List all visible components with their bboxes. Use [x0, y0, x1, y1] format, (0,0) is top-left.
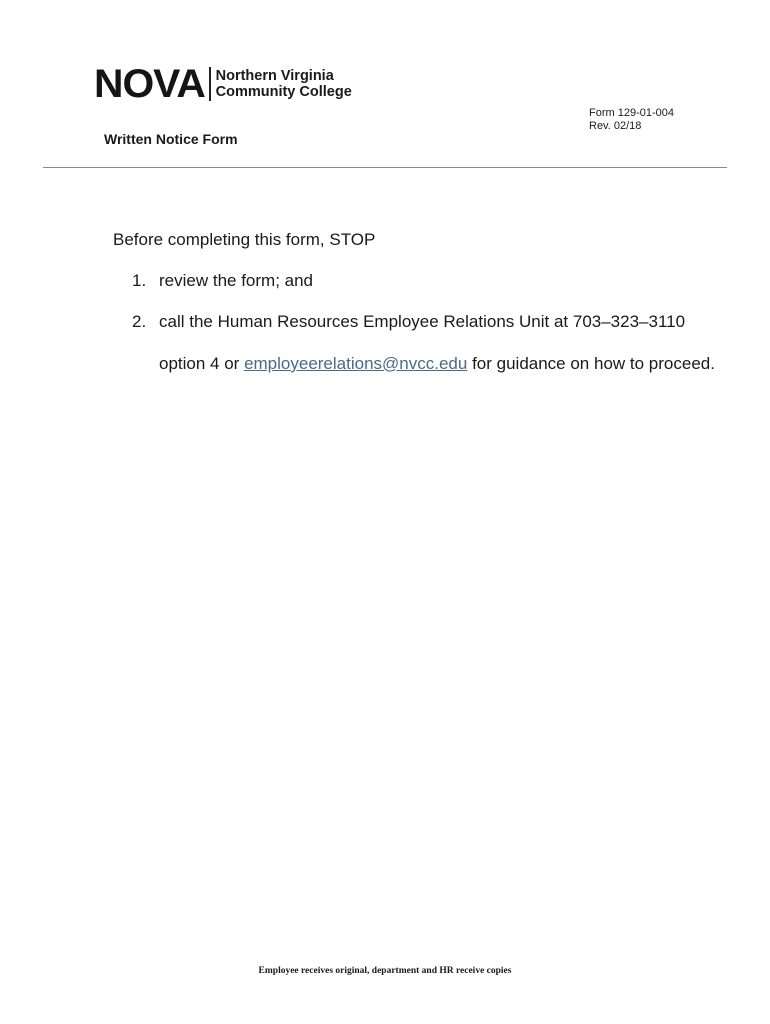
step-item [113, 310, 733, 384]
form-metadata [589, 107, 674, 133]
logo-wordmark: NOVA [94, 62, 205, 106]
step-item [113, 269, 733, 293]
nova-logo [94, 64, 352, 104]
logo-college-name [216, 68, 352, 100]
footer-note: Employee receives original, department and HR receive copies [258, 966, 512, 976]
instructions [113, 228, 733, 401]
document-title: Written Notice Form [104, 131, 238, 147]
instructions-intro: Before completing this form, STOP [113, 230, 376, 249]
logo-name-line2: Community College [215, 84, 352, 100]
step-text: review the form; and [159, 271, 314, 290]
step-text-after-link: for guidance on how to proceed. [467, 353, 715, 373]
step-text [159, 301, 729, 384]
step-text-before-link: call the Human Resources Employee Relations Unit at 703–323–3110 option 4 or [159, 312, 686, 373]
header-divider [43, 167, 727, 168]
employee-relations-email-link[interactable]: employeerelations@nvcc.edu [244, 353, 468, 373]
logo-name-line1: Northern Virginia [215, 68, 334, 84]
step-number: 1. [132, 271, 147, 290]
step-number: 2. [132, 312, 147, 331]
logo-divider [209, 67, 211, 101]
instructions-steps [113, 269, 733, 384]
form-number: Form 129-01-004 [589, 107, 674, 119]
form-revision: Rev. 02/18 [589, 120, 642, 132]
